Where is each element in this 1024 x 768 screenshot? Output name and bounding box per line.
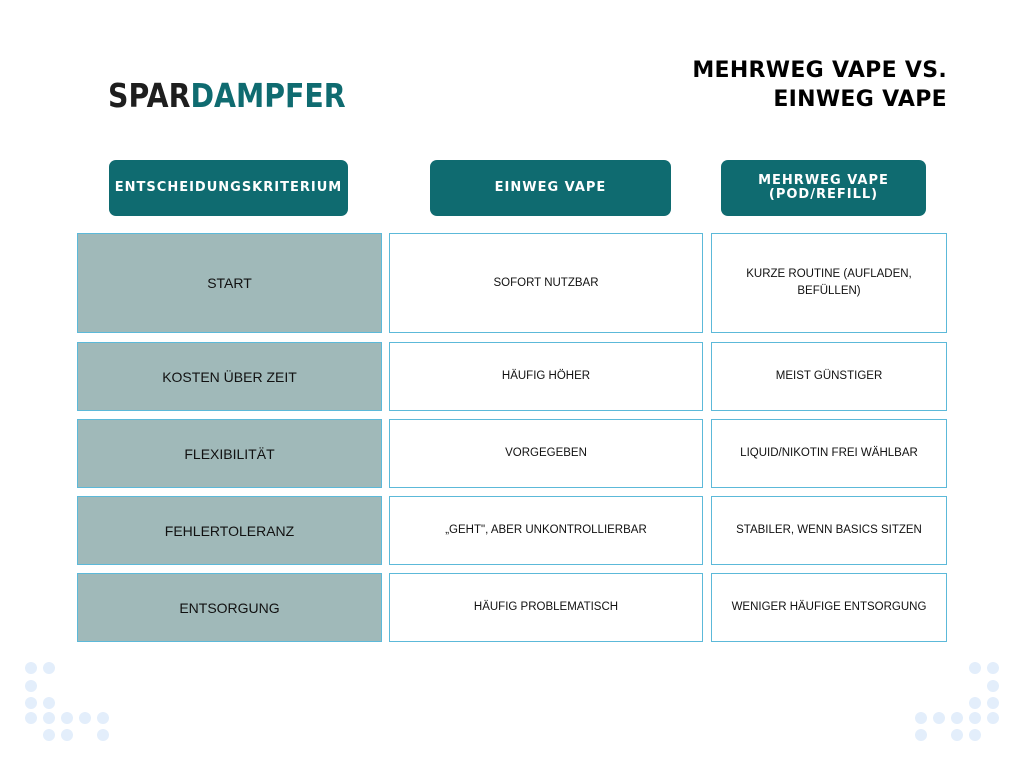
dot [25, 712, 37, 724]
dot [987, 662, 999, 674]
brand-logo-part2: DAMPFER [190, 76, 346, 115]
einweg-cell: HÄUFIG HÖHER [389, 342, 703, 411]
dot [969, 697, 981, 709]
criterion-cell: FLEXIBILITÄT [77, 419, 382, 488]
mehrweg-cell: MEIST GÜNSTIGER [711, 342, 947, 411]
dot [987, 712, 999, 724]
dot [951, 729, 963, 741]
dot [915, 729, 927, 741]
dot [969, 729, 981, 741]
mehrweg-cell: STABILER, WENN BASICS SITZEN [711, 496, 947, 565]
dot [97, 712, 109, 724]
mehrweg-cell: WENIGER HÄUFIGE ENTSORGUNG [711, 573, 947, 642]
criterion-cell: ENTSORGUNG [77, 573, 382, 642]
criterion-cell: KOSTEN ÜBER ZEIT [77, 342, 382, 411]
dot [933, 712, 945, 724]
header-mehrweg: MEHRWEG VAPE (POD/REFILL) [721, 160, 926, 216]
dot [61, 729, 73, 741]
page-title-line1: MEHRWEG VAPE VS. [692, 58, 947, 83]
dot [969, 662, 981, 674]
criterion-cell: FEHLERTOLERANZ [77, 496, 382, 565]
header-einweg: EINWEG VAPE [430, 160, 671, 216]
page-title-line2: EINWEG VAPE [773, 87, 947, 112]
dot [915, 712, 927, 724]
dot [987, 697, 999, 709]
dot [951, 712, 963, 724]
dot [25, 662, 37, 674]
einweg-cell: HÄUFIG PROBLEMATISCH [389, 573, 703, 642]
einweg-cell: SOFORT NUTZBAR [389, 233, 703, 333]
einweg-cell: „GEHT", ABER UNKONTROLLIERBAR [389, 496, 703, 565]
einweg-cell: VORGEGEBEN [389, 419, 703, 488]
dot [43, 662, 55, 674]
dot [43, 712, 55, 724]
page-title [692, 56, 947, 114]
dot [969, 712, 981, 724]
dot [987, 680, 999, 692]
brand-logo-part1: SPAR [108, 76, 191, 115]
dot [79, 712, 91, 724]
dot [43, 729, 55, 741]
mehrweg-cell: KURZE ROUTINE (AUFLADEN, BEFÜLLEN) [711, 233, 947, 333]
dot [61, 712, 73, 724]
dot [25, 697, 37, 709]
dot [43, 697, 55, 709]
dot [97, 729, 109, 741]
mehrweg-cell: LIQUID/NIKOTIN FREI WÄHLBAR [711, 419, 947, 488]
header-criterion: ENTSCHEIDUNGSKRITERIUM [109, 160, 348, 216]
criterion-cell: START [77, 233, 382, 333]
dot [25, 680, 37, 692]
brand-logo [108, 77, 346, 115]
